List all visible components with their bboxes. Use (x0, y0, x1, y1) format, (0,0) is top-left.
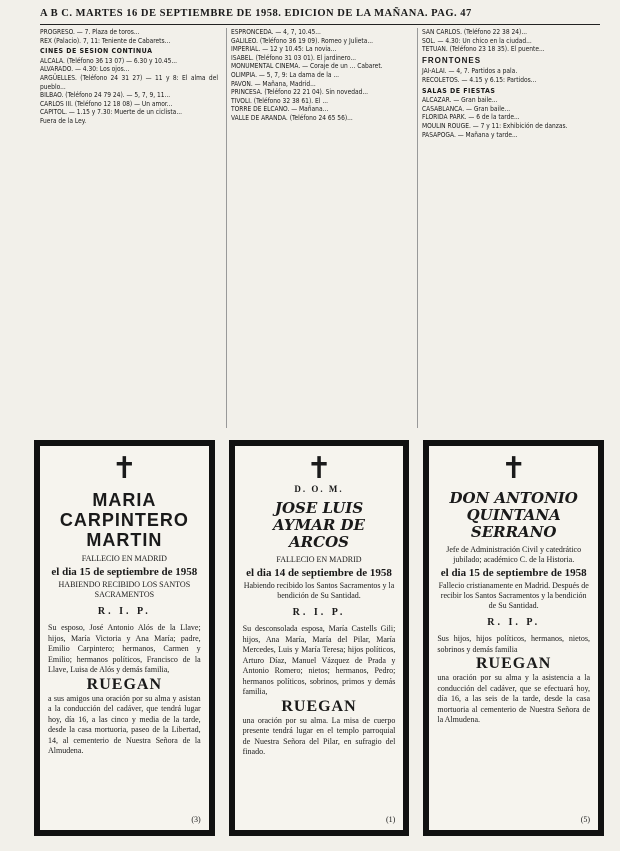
obituary-line: Jefe de Administración Civil y catedrático jubilado; académico C. de la Historia. (446, 545, 582, 564)
rip-text: R. I. P. (292, 607, 346, 618)
obituary-line: HABIENDO RECIBIDO LOS SANTOS SACRAMENTOS (58, 580, 191, 599)
listing-entry: TIVOLI. (Teléfono 32 38 61). El ... (231, 96, 328, 105)
obituary-body: Su esposo, José Antonio Alós de la Llave; hijos, María Victoria y Ana María; padre, Emilio Carpintero; hermanos, Carmen y Emilio; hermanos políticos, Francisco de la Llave, Luisa de Alós y demás familia, (48, 623, 201, 674)
obituary-body: Sus hijos, hijos políticos, hermanos, nietos, sobrinos y demás familia (437, 634, 591, 654)
cross-icon: ✝ (501, 452, 527, 485)
obituary-card (423, 440, 604, 836)
obituary-body: a sus amigos una oración por su alma y asistan a la conducción del cadáver, que tendrá lugar hoy, día 16, a las cinco y media de la tarde, desde la casa mortuoria, paseo de la Libertad, 14, al cementerio de Nuestra Señora de la Almudena. (48, 693, 201, 755)
listing-entry: ALVARADO. — 4.30: Los ojos... (40, 65, 130, 74)
listing-entry: ESPRONCEDA. — 4, 7, 10.45... (231, 28, 321, 36)
listing-entry: IMPERIAL. — 12 y 10.45: La novia... (231, 45, 337, 54)
dom-text: D. O. M. (294, 484, 344, 494)
listing-entry: FLORIDA PARK. — 6 de la tarde... (422, 113, 520, 122)
listing-entry: SAN CARLOS. (Teléfono 22 38 24)... (422, 28, 527, 36)
ruegan-text: RUEGAN (281, 697, 357, 715)
listing-entry: CASABLANCA. — Gran baile... (422, 104, 511, 113)
rip-text: R. I. P. (97, 606, 151, 617)
cross-icon: ✝ (111, 452, 137, 485)
obituary-ref: (1) (386, 815, 396, 824)
cross-icon: ✝ (306, 452, 332, 485)
listing-entry: BILBAO. (Teléfono 24 79 24). — 5, 7, 9, 11... (40, 91, 171, 100)
obituary-body: una oración por su alma y la asistencia a la conducción del cadáver, que se efectuará hoy, día 16, a las seis de la tarde, desde la casa mortuoria al cementerio de Nuestra Señora de la Almudena. (437, 673, 591, 724)
deceased-name: MARIA CARPINTERO MARTIN (59, 490, 189, 550)
listing-entry: TORRE DE ELCANO. — Mañana... (231, 105, 329, 114)
listing-entry: JAI-ALAI. — 4, 7. Partidos a pala. (422, 67, 518, 76)
obituary-line: Fallecio cristianamente en Madrid. Después de recibir los Santos Sacramentos y la bendición de Su Santidad. (438, 581, 589, 610)
listing-entry: REX (Palacio). 7, 11: Teniente de Cabarets... (40, 36, 171, 45)
obituary-date: el dia 15 de septiembre de 1958 (51, 566, 198, 578)
obituaries (34, 440, 604, 836)
deceased-name: JOSE LUIS AYMAR DE ARCOS (273, 499, 365, 551)
obituary-date: el dia 15 de septiembre de 1958 (440, 567, 587, 579)
obituary-card (34, 440, 215, 836)
listing-entry: PRINCESA. (Teléfono 22 21 04). Sin novedad... (231, 88, 369, 97)
section-heading: FRONTONES (422, 55, 482, 65)
listing-entry: CARLOS III. (Teléfono 12 18 08) — Un amor... (40, 99, 173, 108)
obituary-line: FALLECIO EN MADRID (81, 554, 167, 563)
listing-entry: OLIMPIA. — 5, 7, 9: La dama de la ... (231, 70, 340, 79)
page-header: A B C. MARTES 16 DE SEPTIEMBRE DE 1958. EDICION DE LA MAÑANA. PAG. 47 (40, 8, 600, 25)
listing-entry: PAVON. — Mañana, Madrid... (231, 79, 316, 88)
section-heading: CINES DE SESION CONTINUA (40, 47, 153, 56)
listing-entry: RECOLETOS. — 4.15 y 6.15: Partidos... (422, 75, 537, 84)
listing-entry: ISABEL. (Teléfono 31 03 01). El jardinero... (231, 53, 356, 62)
obituary-ref: (3) (191, 815, 201, 824)
listings-columns (40, 28, 600, 428)
obituary-date: el dia 14 de septiembre de 1958 (246, 567, 392, 579)
listing-entry: Fuera de la Ley. (40, 116, 87, 125)
ruegan-text: RUEGAN (476, 655, 552, 672)
listing-entry: ARGÜELLES. (Teléfono 24 31 27) — 11 y 8: El alma del pueblo... (40, 73, 218, 91)
obituary-ref: (5) (580, 815, 591, 824)
listing-entry: SOL. — 4.30: Un chico en la ciudad... (422, 36, 532, 45)
listing-entry: CAPITOL. — 1.15 y 7.30: Muerte de un ciclista... (40, 108, 182, 117)
deceased-name: DON ANTONIO QUINTANA SERRANO (449, 489, 578, 541)
listing-entry: VALLE DE ARANDA. (Teléfono 24 65 56)... (231, 113, 353, 122)
listing-entry: MOULIN ROUGE. — 7 y 11: Exhibición de danzas. (422, 121, 568, 130)
listings-column-1 (40, 28, 218, 428)
listings-column-2 (226, 28, 409, 428)
obituary-body: una oración por su alma. La misa de cuerpo presente tendrá lugar en el templo parroquial de Nuestra Señora del Pilar, en sufragio del finado. (242, 715, 396, 756)
listing-entry: ALCAZAR. — Gran baile... (422, 96, 498, 105)
listing-entry: PROGRESO. — 7. Plaza de toros... (40, 28, 140, 36)
section-heading: SALAS DE FIESTAS (422, 86, 496, 95)
ruegan-text: RUEGAN (86, 675, 162, 693)
listing-entry: ALCALA. (Teléfono 36 13 07) — 6.30 y 10.45... (40, 56, 178, 65)
listings-column-3 (417, 28, 600, 428)
listing-entry: MONUMENTAL CINEMA. — Coraje de un ... Cabaret. (231, 62, 383, 71)
listing-entry: GALILEO. (Teléfono 36 19 09). Romeo y Julieta... (231, 36, 374, 45)
obituary-body: Su desconsolada esposa, María Castells Gili; hijos, Ana María, María del Pilar, María Mercedes, Luis y María Teresa; hijos políticos, Arturo Díaz, Manuel Vázquez de Prada y Antonio Romero; nietos; hermanos, Pedro; hermanos políticos, sobrinos, primos y demás familia, (242, 624, 396, 696)
obituary-card (229, 440, 410, 836)
obituary-line: Habiendo recibido los Santos Sacramentos y la bendición de Su Santidad. (243, 581, 395, 600)
rip-text: R. I. P. (487, 617, 541, 628)
obituary-line: FALLECIO EN MADRID (276, 555, 362, 564)
listing-entry: PASAPOGA. — Mañana y tarde... (422, 130, 518, 139)
listing-entry: TETUAN. (Teléfono 23 18 35). El puente... (422, 45, 545, 54)
